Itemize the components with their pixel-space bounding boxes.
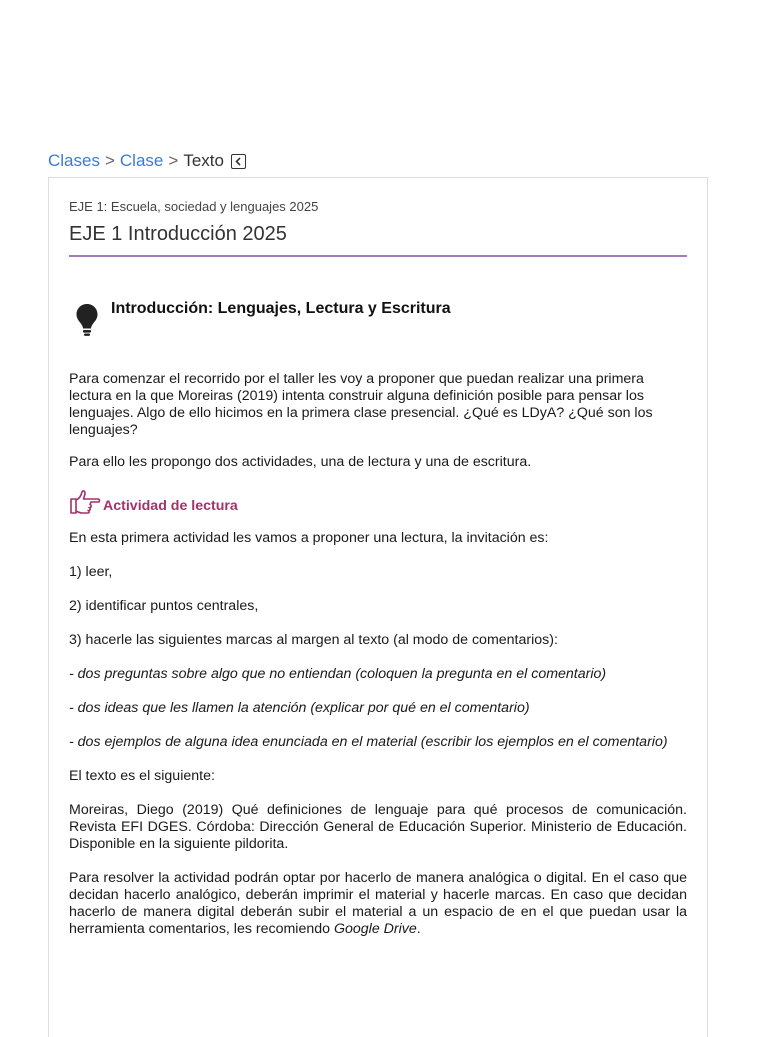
breadcrumb [48, 150, 246, 172]
lightbulb-icon [73, 301, 101, 337]
google-drive-text: Google Drive [333, 921, 417, 937]
breadcrumb-link-clase[interactable]: Clase [119, 151, 164, 170]
list-item-mark-3: - dos ejemplos de alguna idea enunciada en el material (escribir los ejemplos en el comentario) [69, 734, 668, 750]
breadcrumb-current: Texto [183, 151, 224, 170]
list-item-step-3: 3) hacerle las siguientes marcas al margen al texto (al modo de comentarios): [69, 632, 558, 648]
activity-heading [69, 489, 687, 517]
list-item-step-1: 1) leer, [69, 564, 113, 580]
paragraph-invitation: En esta primera actividad les vamos a proponer una lectura, la invitación es: [69, 530, 549, 546]
breadcrumb-separator: > [168, 151, 179, 170]
paragraph-activities: Para ello les propongo dos actividades, una de lectura y una de escritura. [69, 454, 532, 470]
instructions-text: Para resolver la actividad podrán optar por hacerlo de manera analógica o digital. En el caso que decidan hacerlo analógico, deberán imprimir el material y hacerle marcas. En caso que decidan hacerlo de manera digital deberán subir el material a un espacio de en el que puedan usar la herramienta comentarios, les recomiendo [69, 870, 687, 937]
intro-section [69, 299, 687, 339]
list-item-mark-1: - dos preguntas sobre algo que no entiendan (coloquen la pregunta en el comentario) [69, 666, 607, 682]
list-item-step-2: 2) identificar puntos centrales, [69, 598, 259, 614]
collapse-back-icon[interactable] [231, 154, 246, 169]
paragraph-instructions [69, 870, 687, 938]
breadcrumb-separator: > [104, 151, 115, 170]
activity-label: Actividad de lectura [103, 498, 238, 514]
page-title: EJE 1 Introducción 2025 [69, 221, 687, 257]
pointing-hand-icon [69, 489, 103, 517]
paragraph-intro: Para comenzar el recorrido por el taller les voy a proponer que puedan realizar una primera lectura en la que Moreiras (2019) intenta construir alguna definición posible para pensar los lenguajes. Algo de ello hicimos en la primera clase presencial. ¿Qué es LDyA? ¿Qué son los lenguajes? [69, 371, 653, 438]
breadcrumb-link-clases[interactable]: Clases [48, 151, 100, 170]
instructions-end: . [416, 921, 421, 937]
eje-label: EJE 1: Escuela, sociedad y lenguajes 2025 [69, 199, 319, 214]
paragraph-text-intro: El texto es el siguiente: [69, 768, 215, 784]
intro-heading: Introducción: Lenguajes, Lectura y Escritura [111, 300, 451, 317]
list-item-mark-2: - dos ideas que les llamen la atención (explicar por qué en el comentario) [69, 700, 530, 716]
content-card [48, 177, 708, 1037]
paragraph-reference: Moreiras, Diego (2019) Qué definiciones de lenguaje para qué procesos de comunicación. Revista EFI DGES. Córdoba: Dirección General de Educación Superior. Ministerio de Educación. Disponible en la siguiente pildorita. [69, 802, 687, 852]
